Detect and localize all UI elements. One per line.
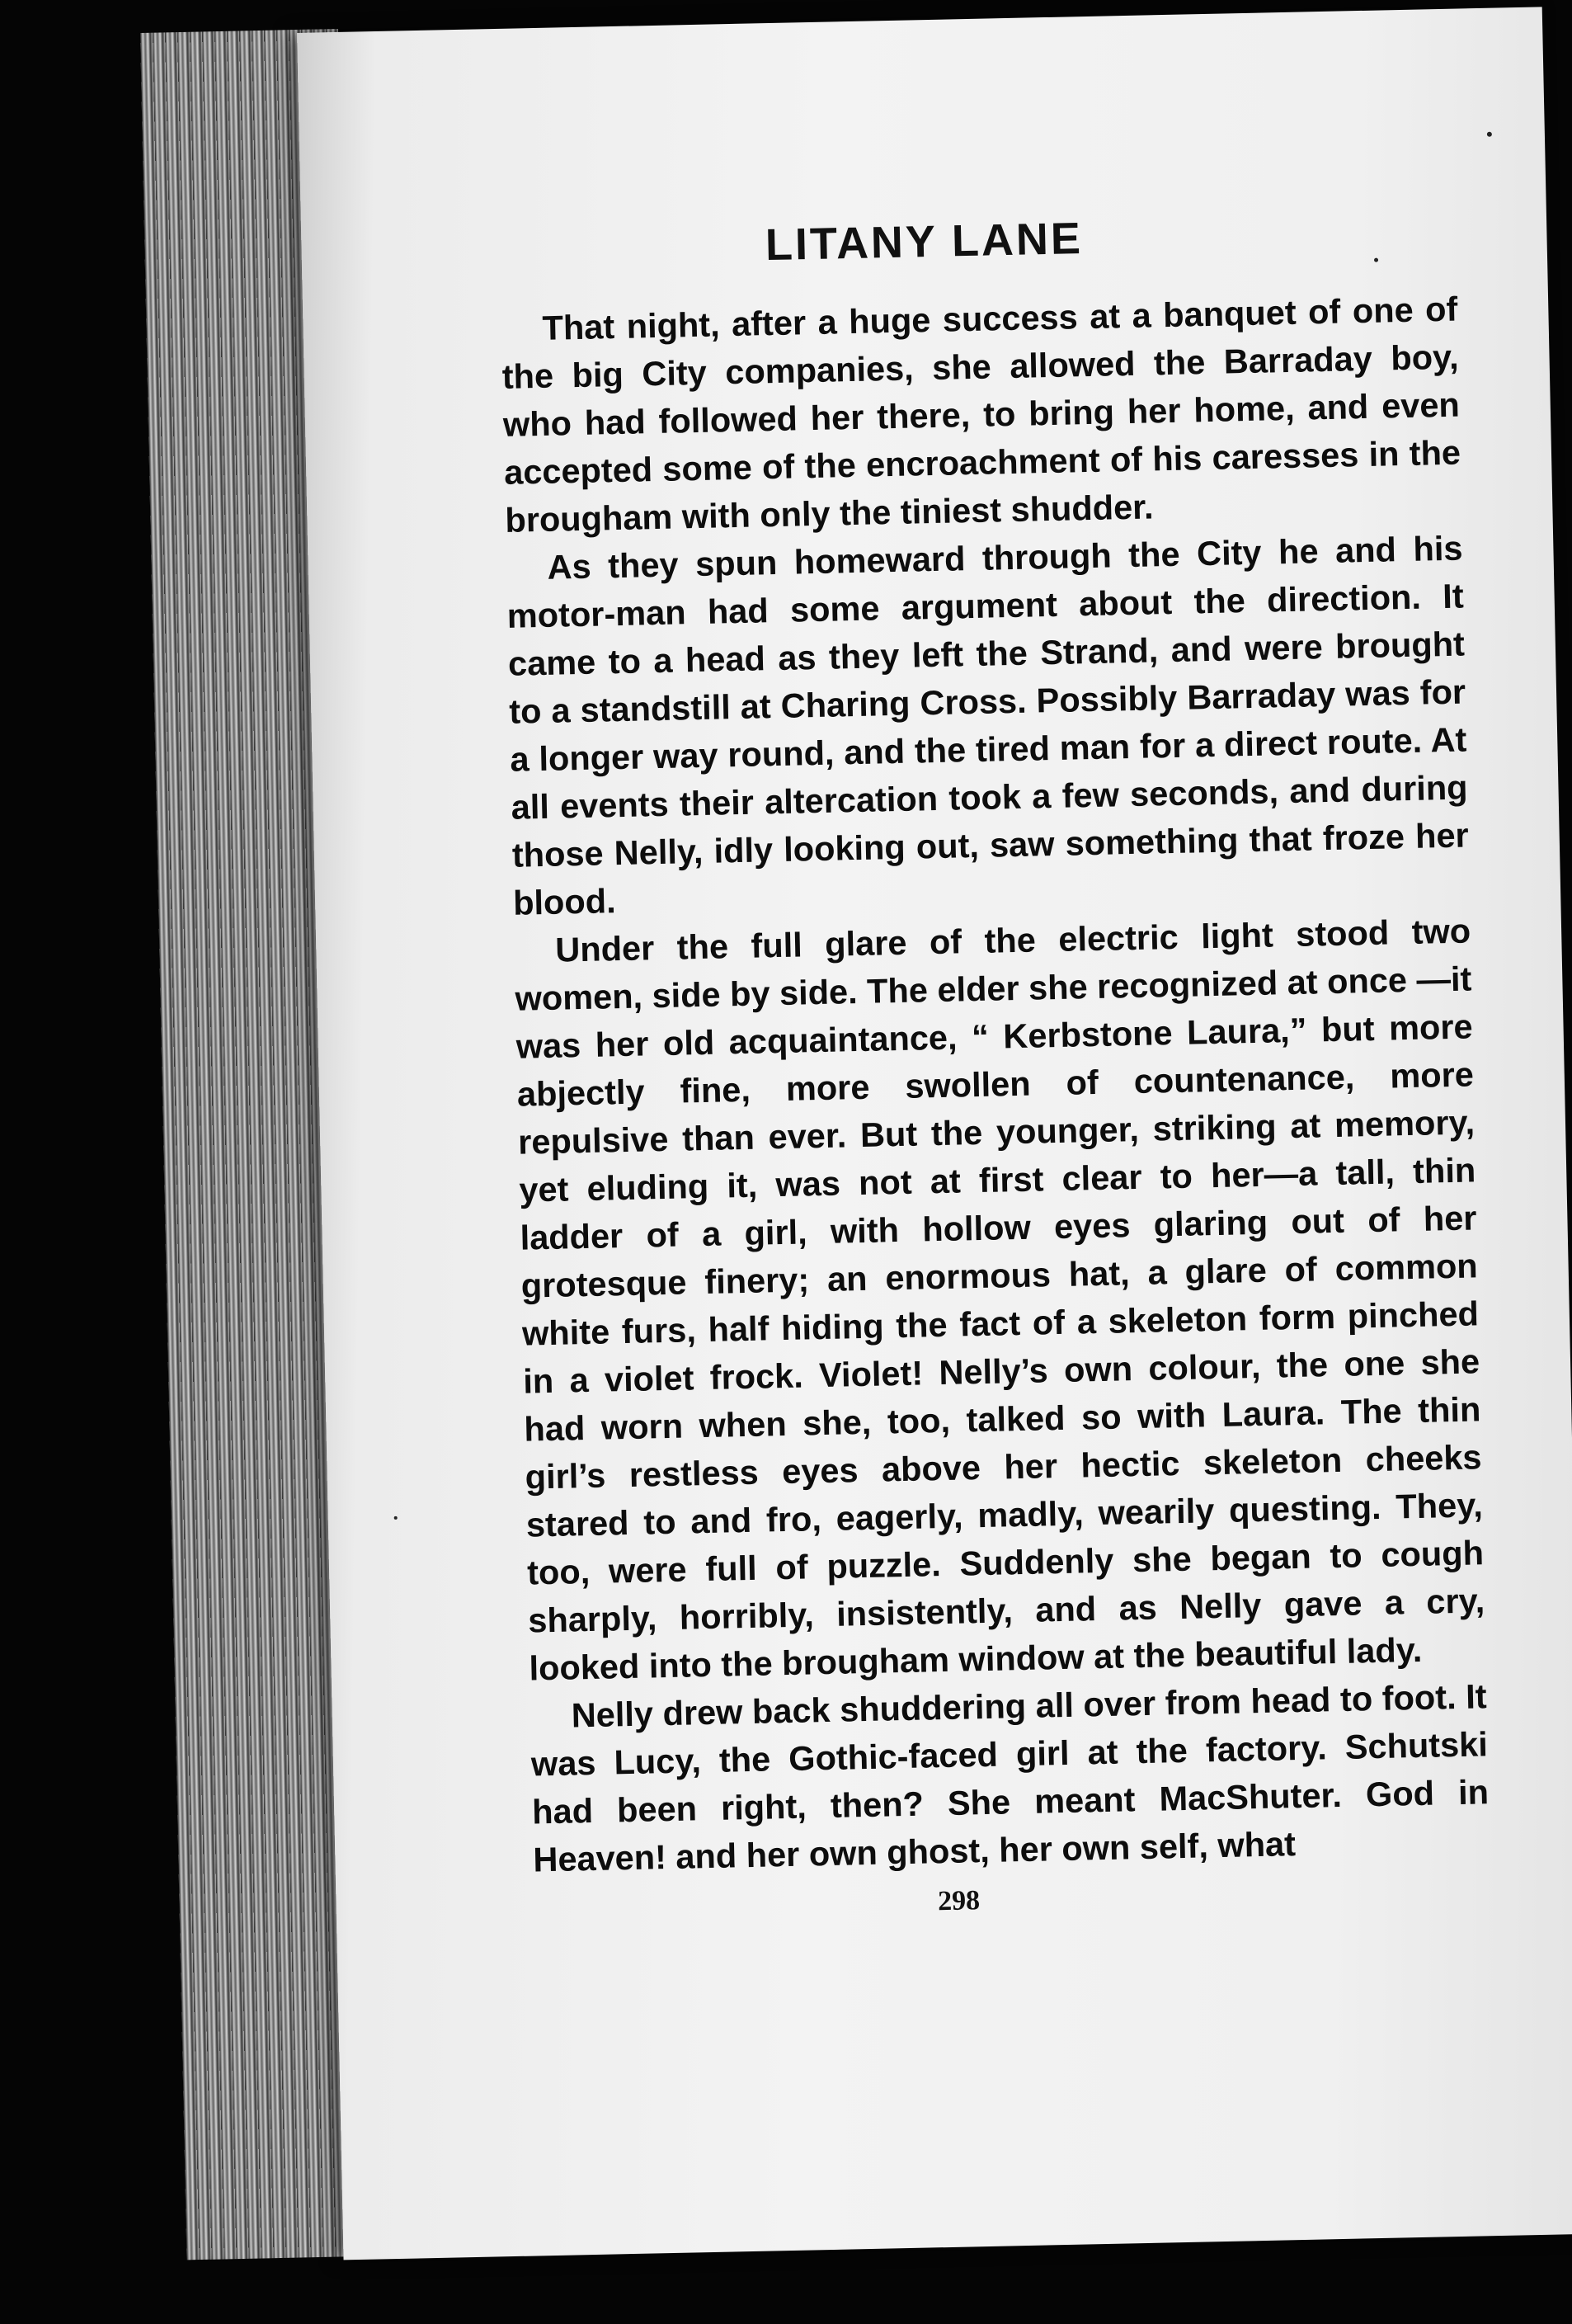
page-number: 298	[937, 1885, 981, 1917]
paragraph-2: As they spun homeward through the City he and his motor-man had some argument about the direction. It came to a head as they left the Strand, and were brought to a standstill at Charing Cross. Possibly Barraday was for a longer way round, and the tired man for a direct route. At all events their altercation took a few seconds, and during those Nelly, idly looking out, saw something that froze her blood.	[506, 528, 1470, 922]
body-text	[501, 285, 1490, 1884]
paragraph-3: Under the full glare of the electric light stood two women, side by side. The elder she recognized at once —it was her old acquaintance, “ Kerbstone Laura,” but more abjectly fine, more swollen of countenance, more repulsive than ever. But the younger, striking at memory, yet eluding it, was not at first clear to her—a tall, thin ladder of a girl, with hollow eyes glaring out of her grotesque finery; an enormous hat, a glare of common white furs, half hiding the fact of a skeleton form pinched in a violet frock. Violet! Nelly’s own colour, the one she had worn when she, too, talked so with Laura. The thin girl’s restless eyes above her hectic skeleton cheeks stared to and fro, eagerly, madly, wearily questing. They, too, were full of puzzle. Suddenly she began to cough sharply, horribly, insistently, and as Nelly gave a cry, looked into the brougham window at the beautiful lady.	[515, 911, 1485, 1688]
book-page	[297, 7, 1572, 2260]
dust-speck	[1487, 132, 1492, 137]
dust-speck	[1374, 258, 1378, 262]
dust-speck	[394, 1516, 398, 1520]
paragraph-1: That night, after a huge success at a banquet of one of the big City companies, she allowed the Barraday boy, who had followed her there, to bring her home, and even accepted some of the encroachment of his caresses in the brougham with only the tiniest shudder.	[501, 289, 1461, 540]
running-head: LITANY LANE	[765, 214, 1084, 271]
paragraph-4: Nelly drew back shuddering all over from head to foot. It was Lucy, the Gothic-faced girl at the factory. Schutski had been right, then? She meant MacShuter. God in Heaven! and her own ghost, her own self, what	[530, 1676, 1490, 1879]
